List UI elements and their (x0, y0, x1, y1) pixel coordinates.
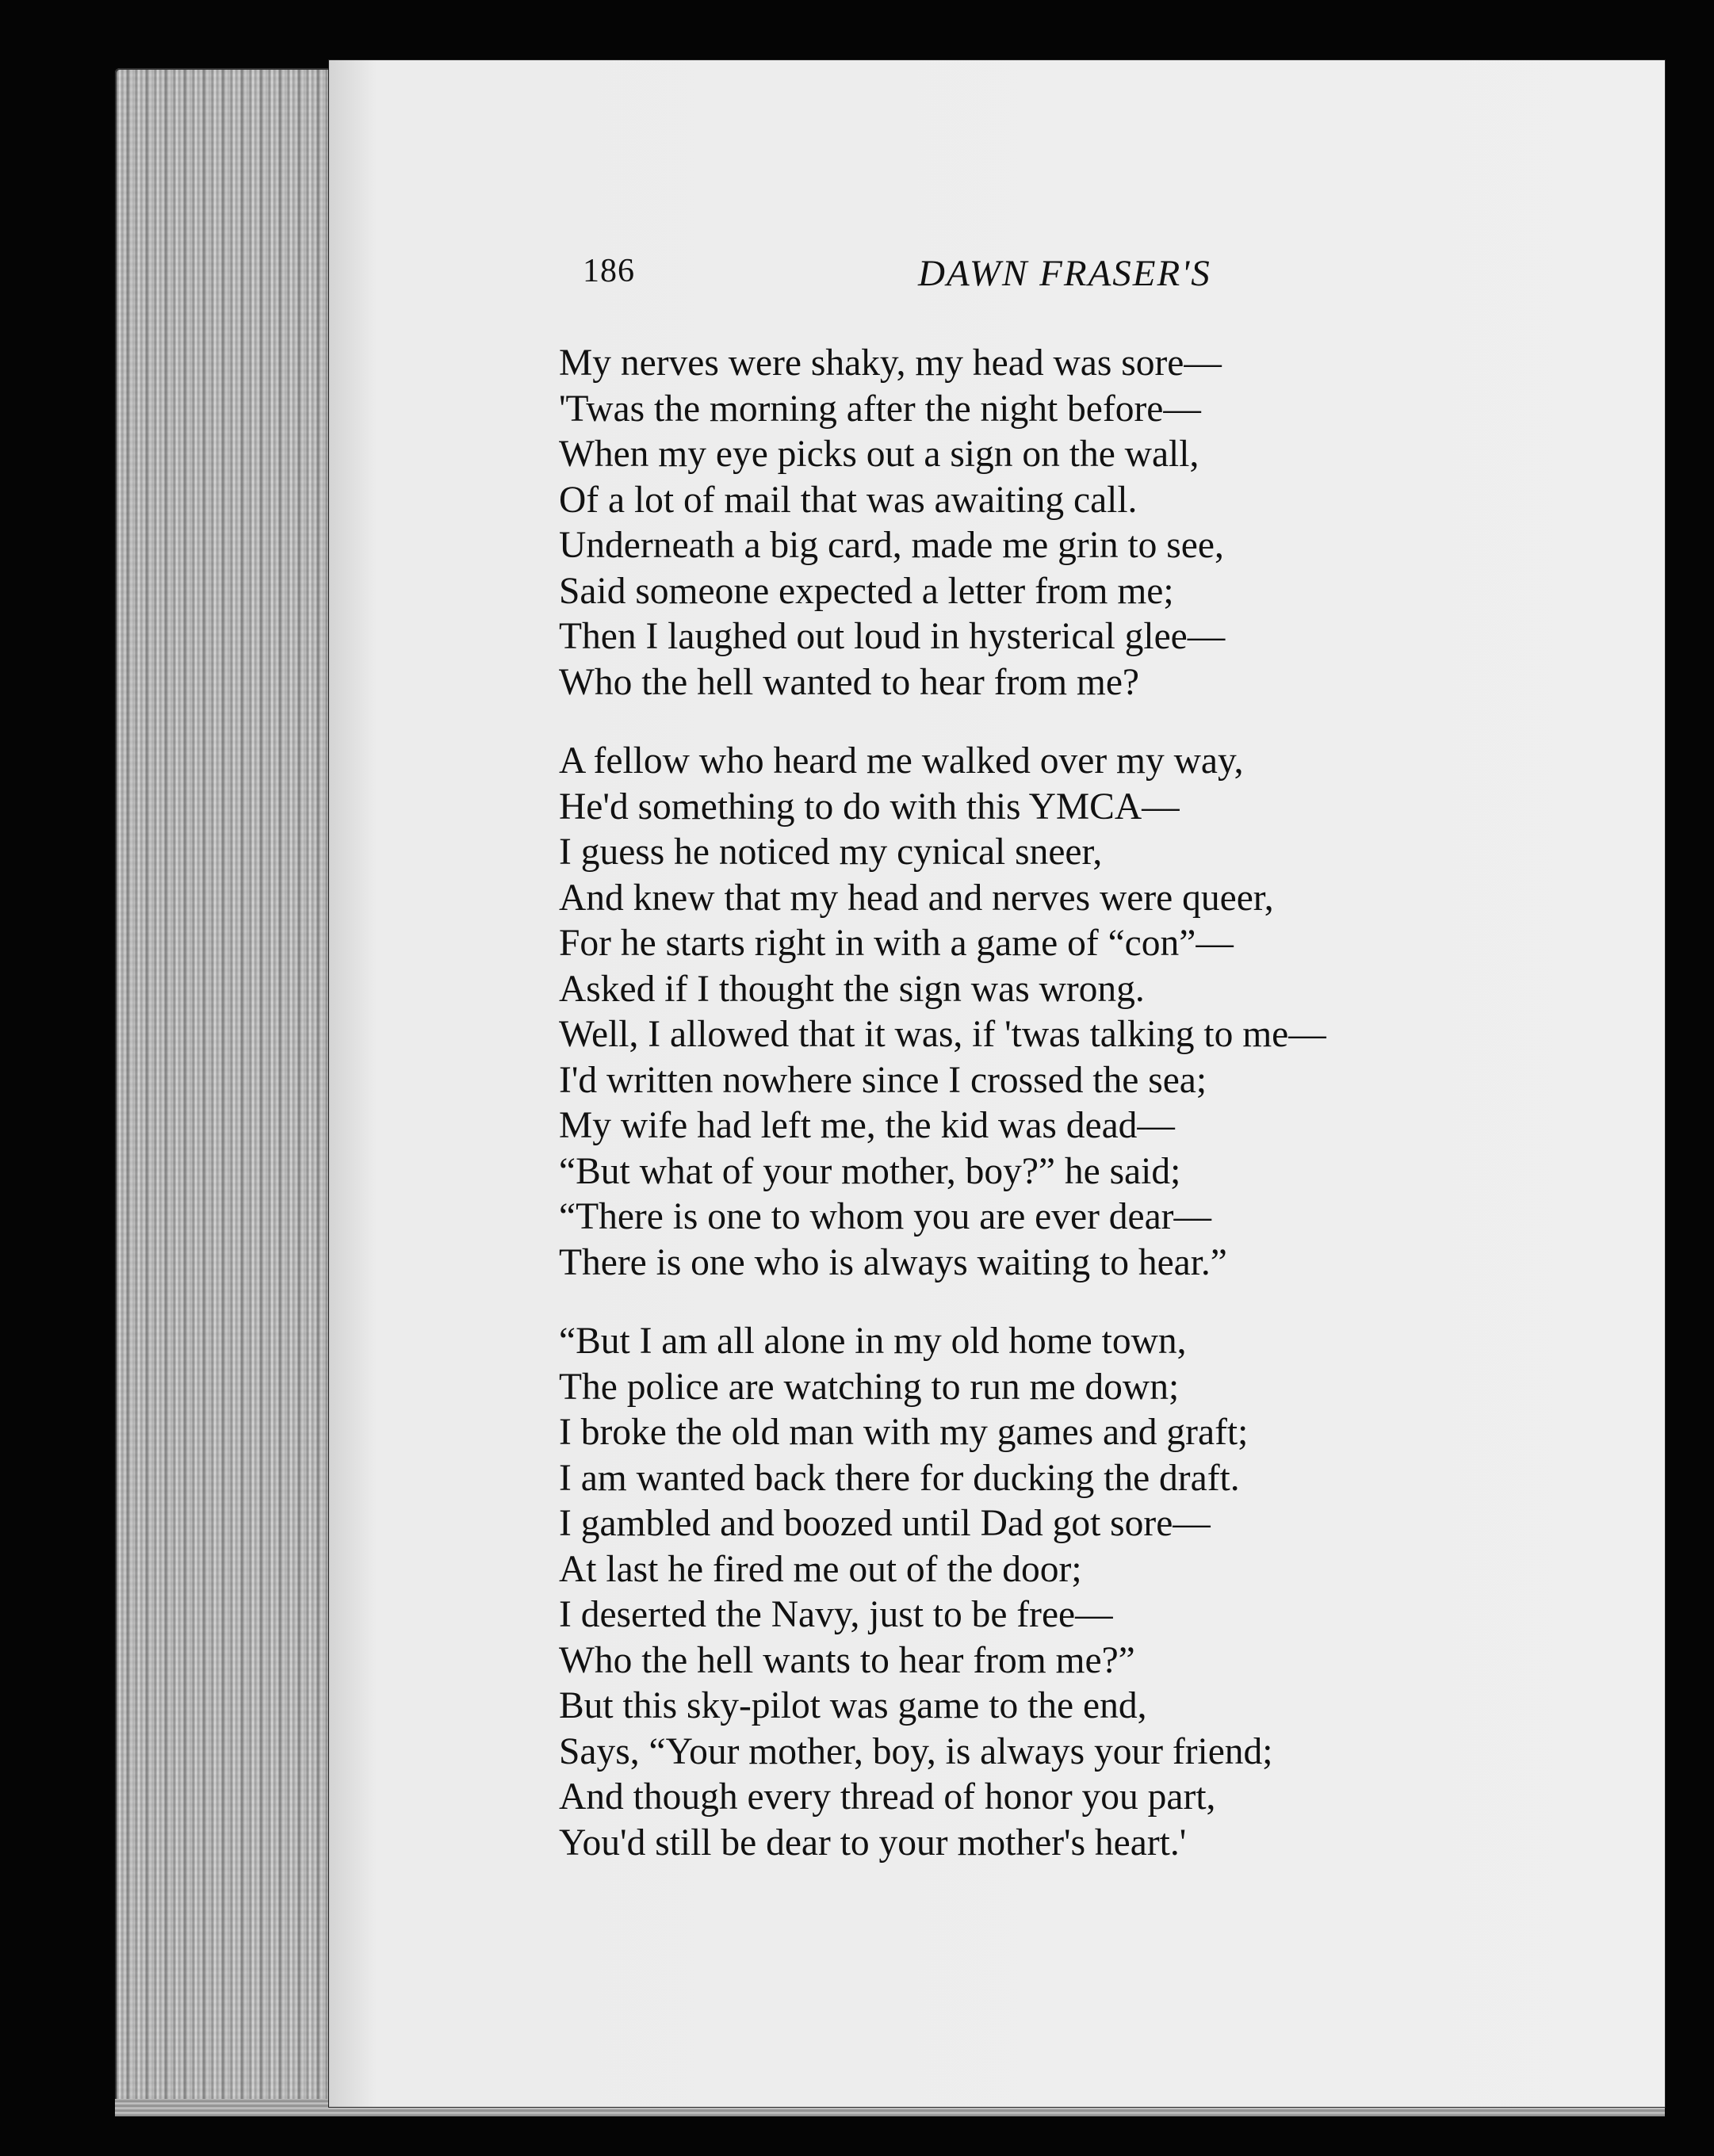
verse-line: I'd written nowhere since I crossed the sea; (559, 1059, 1207, 1101)
verse-line: A fellow who heard me walked over my way, (559, 740, 1244, 782)
book-title: DAWN FRASER'S (918, 253, 1211, 294)
verse-line: For he starts right in with a game of “con”— (559, 923, 1234, 964)
verse-line: Said someone expected a letter from me; (559, 570, 1174, 612)
verse-line: The police are watching to run me down; (559, 1366, 1180, 1408)
running-head (583, 252, 1312, 308)
verse-line: Then I laughed out loud in hysterical glee— (559, 616, 1226, 657)
verse-line: “But I am all alone in my old home town, (559, 1321, 1187, 1362)
verse-line: I broke the old man with my games and graft; (559, 1412, 1249, 1453)
verse-line: He'd something to do with this YMCA— (559, 786, 1180, 828)
verse-line: Who the hell wanted to hear from me? (559, 661, 1140, 703)
verse-line: I gambled and boozed until Dad got sore— (559, 1503, 1211, 1544)
poem-text (559, 341, 1582, 1866)
verse-line: Of a lot of mail that was awaiting call. (559, 479, 1138, 521)
verse-line: I deserted the Navy, just to be free— (559, 1594, 1113, 1635)
verse-line: 'Twas the morning after the night before— (559, 388, 1201, 430)
verse-line: Says, “Your mother, boy, is always your friend; (559, 1730, 1273, 1772)
verse-line: When my eye picks out a sign on the wall, (559, 434, 1199, 475)
verse-line: At last he fired me out of the door; (559, 1548, 1082, 1590)
verse-line: “There is one to whom you are ever dear— (559, 1196, 1211, 1237)
page-number: 186 (583, 253, 635, 289)
verse-line: My nerves were shaky, my head was sore— (559, 342, 1222, 384)
verse-line: Underneath a big card, made me grin to see, (559, 525, 1224, 566)
stanza (559, 739, 1582, 1286)
verse-line: My wife had left me, the kid was dead— (559, 1105, 1175, 1146)
page-edges (115, 68, 331, 2115)
verse-line: There is one who is always waiting to hear.” (559, 1241, 1227, 1283)
verse-line: I am wanted back there for ducking the draft. (559, 1457, 1240, 1499)
verse-line: But this sky-pilot was game to the end, (559, 1685, 1147, 1726)
verse-line: And knew that my head and nerves were queer, (559, 877, 1274, 919)
verse-line: “But what of your mother, boy?” he said; (559, 1150, 1181, 1192)
stanza (559, 1319, 1582, 1866)
verse-line: Asked if I thought the sign was wrong. (559, 968, 1145, 1010)
verse-line: I guess he noticed my cynical sneer, (559, 831, 1103, 873)
verse-line: You'd still be dear to your mother's heart.' (559, 1822, 1187, 1864)
verse-line: Well, I allowed that it was, if 'twas talking to me— (559, 1014, 1326, 1055)
stanza (559, 341, 1582, 705)
verse-line: And though every thread of honor you part, (559, 1776, 1216, 1818)
verse-line: Who the hell wants to hear from me?” (559, 1639, 1135, 1681)
